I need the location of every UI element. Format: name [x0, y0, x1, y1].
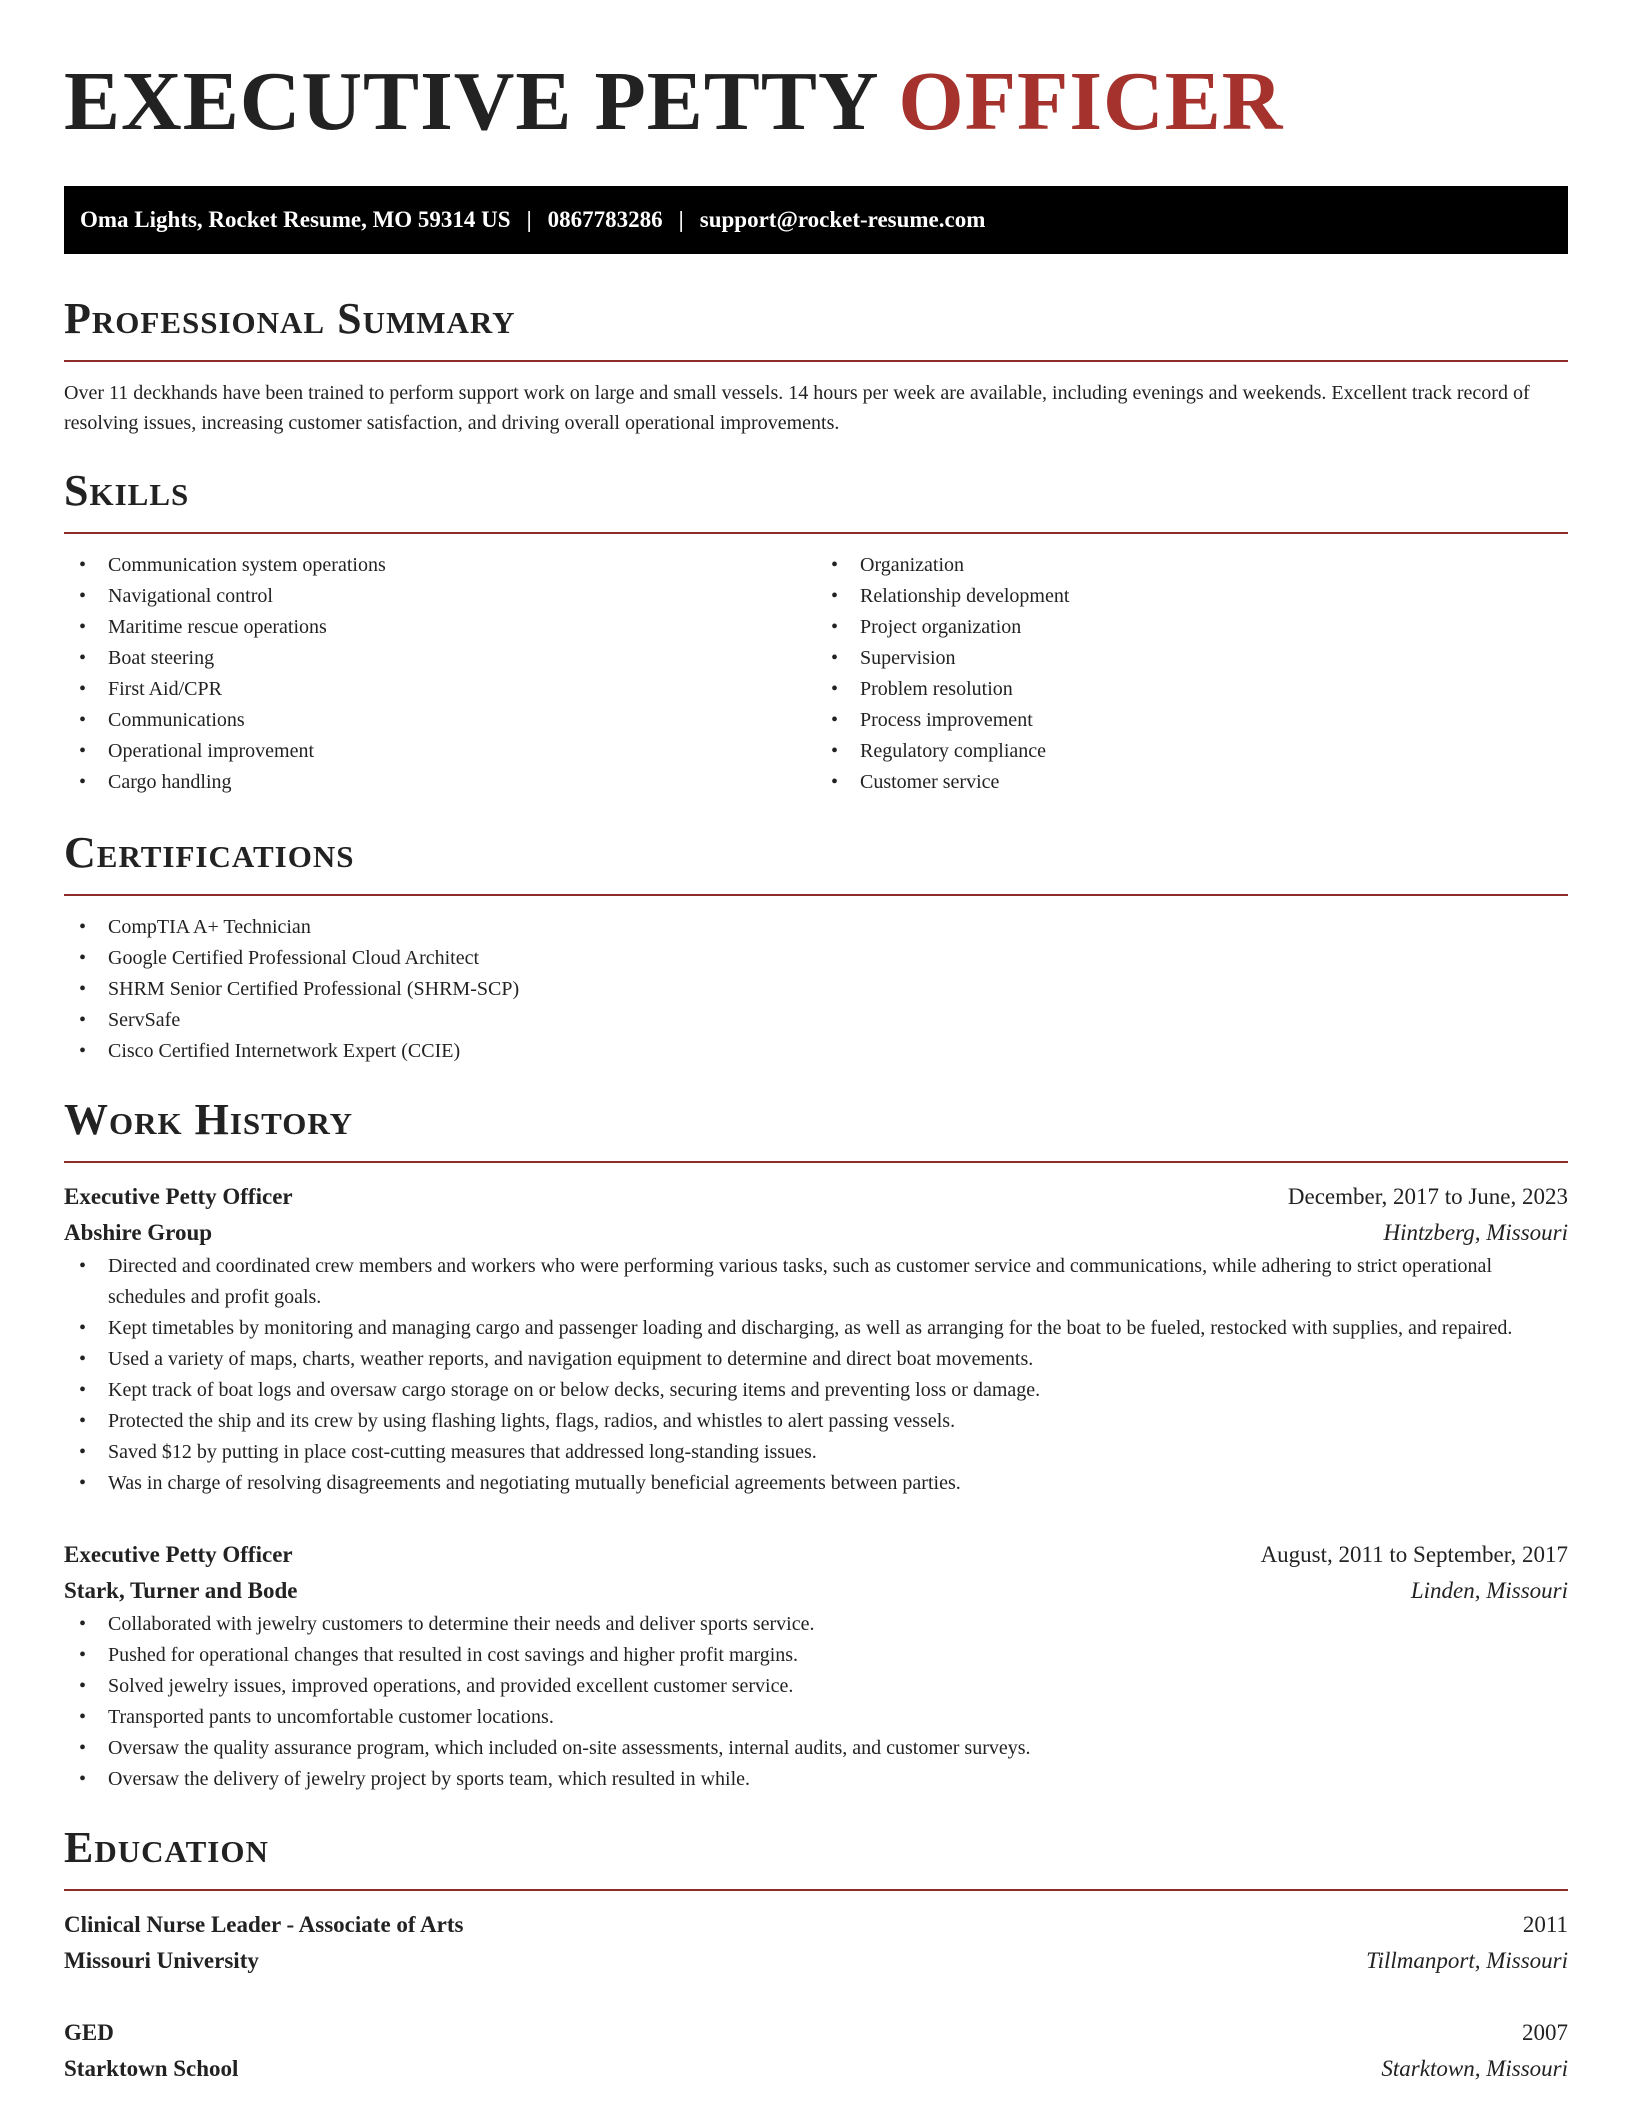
- skills-list-right: [816, 550, 1568, 798]
- job-dates: August, 2011 to September, 2017: [1260, 1542, 1568, 1567]
- job-duty: • Solved jewelry issues, improved operations, and provided excellent customer service.: [64, 1671, 1568, 1702]
- contact-phone[interactable]: 0867783286: [547, 207, 663, 232]
- job-duty: • Was in charge of resolving disagreements and negotiating mutually beneficial agreements between parties.: [64, 1468, 1568, 1499]
- contact-separator: |: [678, 207, 684, 232]
- work-history-heading: Work History: [64, 1095, 354, 1144]
- resume-name: [64, 54, 1568, 150]
- job-company-row: [64, 1573, 1568, 1609]
- certifications-list: [64, 912, 1568, 1067]
- education-school-row: [64, 1943, 1568, 1979]
- job-duty: • Pushed for operational changes that resulted in cost savings and higher profit margins.: [64, 1640, 1568, 1671]
- skill-item: • Communication system operations: [64, 550, 816, 581]
- job-duties-list: [64, 1251, 1568, 1499]
- certification-item: • CompTIA A+ Technician: [64, 912, 1568, 943]
- job-duty: • Collaborated with jewelry customers to determine their needs and deliver sports service.: [64, 1609, 1568, 1640]
- contact-address: Oma Lights, Rocket Resume, MO 59314 US: [80, 207, 511, 232]
- certification-item: • ServSafe: [64, 1005, 1568, 1036]
- skills-grid: [64, 550, 1568, 798]
- section-divider: [64, 532, 1568, 534]
- certifications-section: [64, 828, 1568, 1067]
- education-school: Missouri University: [64, 1948, 259, 1973]
- education-year: 2007: [1522, 2020, 1568, 2045]
- education-section: [64, 1823, 1568, 2087]
- job-duty: • Oversaw the delivery of jewelry project by sports team, which resulted in while.: [64, 1764, 1568, 1795]
- summary-heading: Professional Summary: [64, 294, 516, 343]
- job-duty: • Transported pants to uncomfortable customer locations.: [64, 1702, 1568, 1733]
- skill-item: • Maritime rescue operations: [64, 612, 816, 643]
- contact-separator: |: [526, 207, 532, 232]
- job-location: Hintzberg, Missouri: [1383, 1220, 1568, 1245]
- skills-column-right: [816, 550, 1568, 798]
- section-divider: [64, 1889, 1568, 1891]
- certification-item: • Google Certified Professional Cloud Architect: [64, 943, 1568, 974]
- summary-section: [64, 294, 1568, 438]
- certification-item: • Cisco Certified Internetwork Expert (CCIE): [64, 1036, 1568, 1067]
- education-school: Starktown School: [64, 2056, 239, 2081]
- skill-item: • Regulatory compliance: [816, 736, 1568, 767]
- job-title: Executive Petty Officer: [64, 1184, 293, 1209]
- job-entry: [64, 1179, 1568, 1499]
- education-entry: [64, 1907, 1568, 1979]
- job-duty: • Directed and coordinated crew members and workers who were performing various tasks, such as customer service and communications, while adhering to strict operational schedules and profit goals.: [64, 1251, 1568, 1313]
- job-dates: December, 2017 to June, 2023: [1287, 1184, 1568, 1209]
- job-company: Stark, Turner and Bode: [64, 1578, 298, 1603]
- contact-bar: [64, 186, 1568, 254]
- education-degree-row: [64, 2015, 1568, 2051]
- summary-text: Over 11 deckhands have been trained to perform support work on large and small vessels. 14 hours per week are available, including evenings and weekends. Excellent track record of resolving issues, increasing customer satisfaction, and driving overall operational improvements.: [64, 382, 1530, 434]
- education-heading: Education: [64, 1823, 269, 1872]
- contact-email[interactable]: support@rocket-resume.com: [699, 207, 986, 232]
- education-entry: [64, 2015, 1568, 2087]
- name-last: OFFICER: [898, 55, 1284, 148]
- skills-column-left: [64, 550, 816, 798]
- job-duty: • Used a variety of maps, charts, weather reports, and navigation equipment to determine and direct boat movements.: [64, 1344, 1568, 1375]
- job-header-row: [64, 1537, 1568, 1573]
- work-history-section: [64, 1095, 1568, 1795]
- job-duty: • Protected the ship and its crew by using flashing lights, flags, radios, and whistles to alert passing vessels.: [64, 1406, 1568, 1437]
- skill-item: • Navigational control: [64, 581, 816, 612]
- skill-item: • Communications: [64, 705, 816, 736]
- skill-item: • Boat steering: [64, 643, 816, 674]
- job-entry: [64, 1537, 1568, 1795]
- skills-list-left: [64, 550, 816, 798]
- education-location: Tillmanport, Missouri: [1366, 1948, 1568, 1973]
- certification-item: • SHRM Senior Certified Professional (SHRM-SCP): [64, 974, 1568, 1005]
- job-duty: • Kept timetables by monitoring and managing cargo and passenger loading and discharging, as well as arranging for the boat to be fueled, restocked with supplies, and repaired.: [64, 1313, 1568, 1344]
- job-company-row: [64, 1215, 1568, 1251]
- job-duty: • Saved $12 by putting in place cost-cutting measures that addressed long-standing issues.: [64, 1437, 1568, 1468]
- certifications-heading: Certifications: [64, 828, 355, 877]
- section-divider: [64, 1161, 1568, 1163]
- skill-item: • Operational improvement: [64, 736, 816, 767]
- skill-item: • Organization: [816, 550, 1568, 581]
- skill-item: • Project organization: [816, 612, 1568, 643]
- job-header-row: [64, 1179, 1568, 1215]
- education-degree: Clinical Nurse Leader - Associate of Arts: [64, 1912, 464, 1937]
- education-school-row: [64, 2051, 1568, 2087]
- skill-item: • Relationship development: [816, 581, 1568, 612]
- job-location: Linden, Missouri: [1410, 1578, 1568, 1603]
- skills-section: [64, 466, 1568, 798]
- job-duty: • Oversaw the quality assurance program, which included on-site assessments, internal audits, and customer surveys.: [64, 1733, 1568, 1764]
- education-year: 2011: [1522, 1912, 1568, 1937]
- skill-item: • Customer service: [816, 767, 1568, 798]
- section-divider: [64, 360, 1568, 362]
- education-degree-row: [64, 1907, 1568, 1943]
- job-company: Abshire Group: [64, 1220, 213, 1245]
- skills-heading: Skills: [64, 466, 190, 515]
- name-first: EXECUTIVE PETTY: [64, 55, 899, 148]
- job-title: Executive Petty Officer: [64, 1542, 293, 1567]
- skill-item: • Supervision: [816, 643, 1568, 674]
- skill-item: • First Aid/CPR: [64, 674, 816, 705]
- skill-item: • Cargo handling: [64, 767, 816, 798]
- job-duty: • Kept track of boat logs and oversaw cargo storage on or below decks, securing items and preventing loss or damage.: [64, 1375, 1568, 1406]
- skill-item: • Process improvement: [816, 705, 1568, 736]
- job-duties-list: [64, 1609, 1568, 1795]
- skill-item: • Problem resolution: [816, 674, 1568, 705]
- education-location: Starktown, Missouri: [1381, 2056, 1568, 2081]
- education-degree: GED: [64, 2020, 114, 2045]
- section-divider: [64, 894, 1568, 896]
